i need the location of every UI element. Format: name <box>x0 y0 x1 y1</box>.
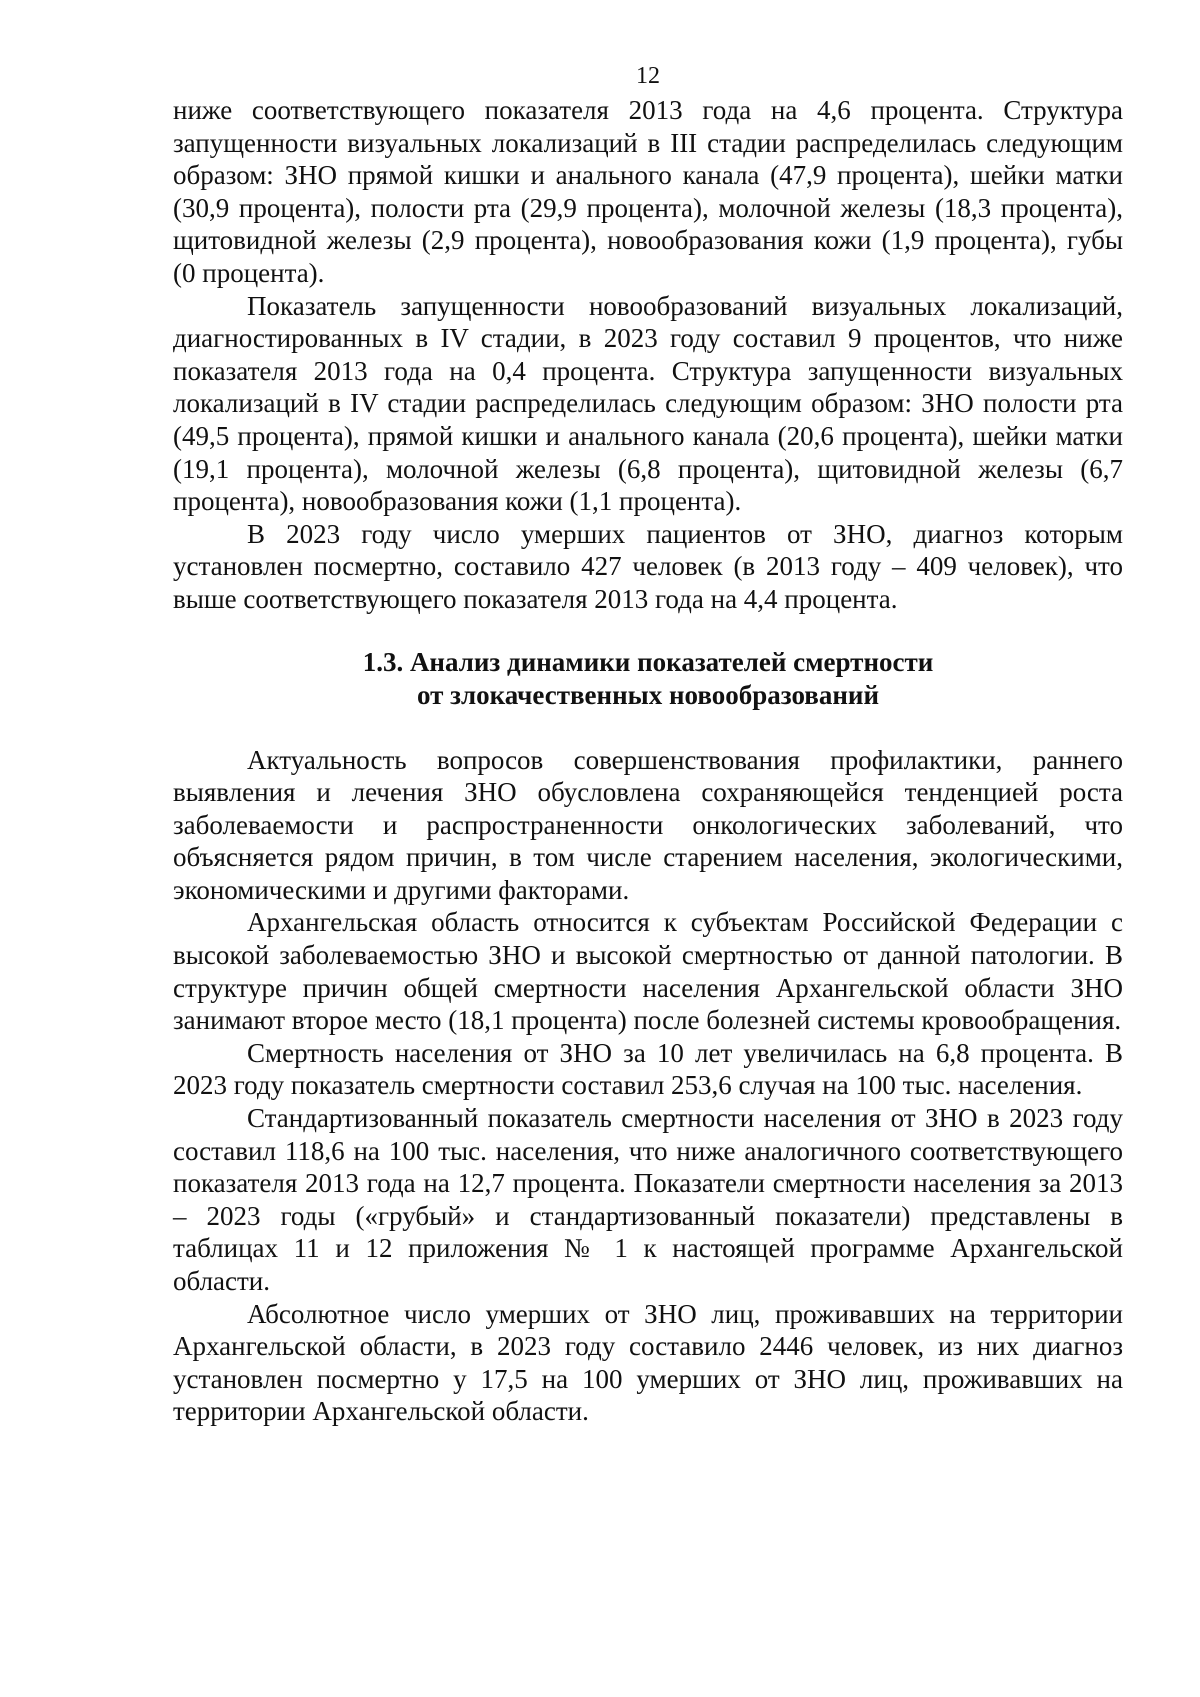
paragraph-relevance: Актуальность вопросов совершенствования профилактики, раннего выявления и лечения ЗНО обусловлена сохраняющейся тенденцией роста заболеваемости и распространенности онкологических заболеваний, что объясняется рядом причин, в том числе старением населения, экологическими, экономическими и другими факторами. <box>173 744 1123 905</box>
paragraph-standardized-mortality: Стандартизованный показатель смертности населения от ЗНО в 2023 году составил 118,6 на 100 тыс. населения, что ниже аналогичного соответствующего показателя 2013 года на 12,7 процента. Показатели смертности населения за 2013 – 2023 годы («грубый» и стандартизованный показатели) представлены в таблицах 11 и 12 приложения № 1 к настоящей программе Архангельской области. <box>173 1103 1123 1296</box>
paragraph-region-mortality-structure: Архангельская область относится к субъектам Российской Федерации с высокой заболеваемостью ЗНО и высокой смертностью от данной патологии. В структуре причин общей смертности населения Архангельской области ЗНО занимают второе место (18,1 процента) после болезней системы кровообращения. <box>173 907 1123 1036</box>
section-heading-line-2: от злокачественных новообразований <box>416 679 880 710</box>
paragraph-stage-four-structure: Показатель запущенности новообразований визуальных локализаций, диагностированных в IV стадии, в 2023 году составил 9 процентов, что ниже показателя 2013 года на 0,4 процента. Структура запущенности визуальных локализаций в IV стадии распределилась следующим образом: ЗНО полости рта (49,5 процента), прямой кишки и анального канала (20,6 процента), шейки матки (19,1 процента), молочной железы (6,8 процента), щитовидной железы (6,7 процента), новообразования кожи (1,1 процента). <box>173 290 1123 517</box>
paragraph-posthumous-diagnosis: В 2023 году число умерших пациентов от ЗНО, диагноз которым установлен посмертно, составило 427 человек (в 2013 году – 409 человек), что выше соответствующего показателя 2013 года на 4,4 процента. <box>173 518 1123 614</box>
paragraph-stage-three-structure: ниже соответствующего показателя 2013 года на 4,6 процента. Структура запущенности визуальных локализаций в III стадии распределилась следующим образом: ЗНО прямой кишки и анального канала (47,9 процента), шейки матки (30,9 процента), полости рта (29,9 процента), молочной железы (18,3 процента), щитовидной железы (2,9 процента), новообразования кожи (1,9 процента), губы (0 процента). <box>173 95 1123 288</box>
document-page <box>173 60 1123 1428</box>
section-heading <box>173 646 1123 712</box>
section-heading-line-1: 1.3. Анализ динамики показателей смертности <box>362 646 934 677</box>
paragraph-absolute-deaths: Абсолютное число умерших от ЗНО лиц, проживавших на территории Архангельской области, в 2023 году составило 2446 человек, из них диагноз установлен посмертно у 17,5 на 100 умерших от ЗНО лиц, проживавших на территории Архангельской области. <box>173 1298 1123 1427</box>
page-number: 12 <box>636 63 660 89</box>
paragraph-mortality-growth: Смертность населения от ЗНО за 10 лет увеличилась на 6,8 процента. В 2023 году показатель смертности составил 253,6 случая на 100 тыс. населения. <box>173 1037 1123 1101</box>
